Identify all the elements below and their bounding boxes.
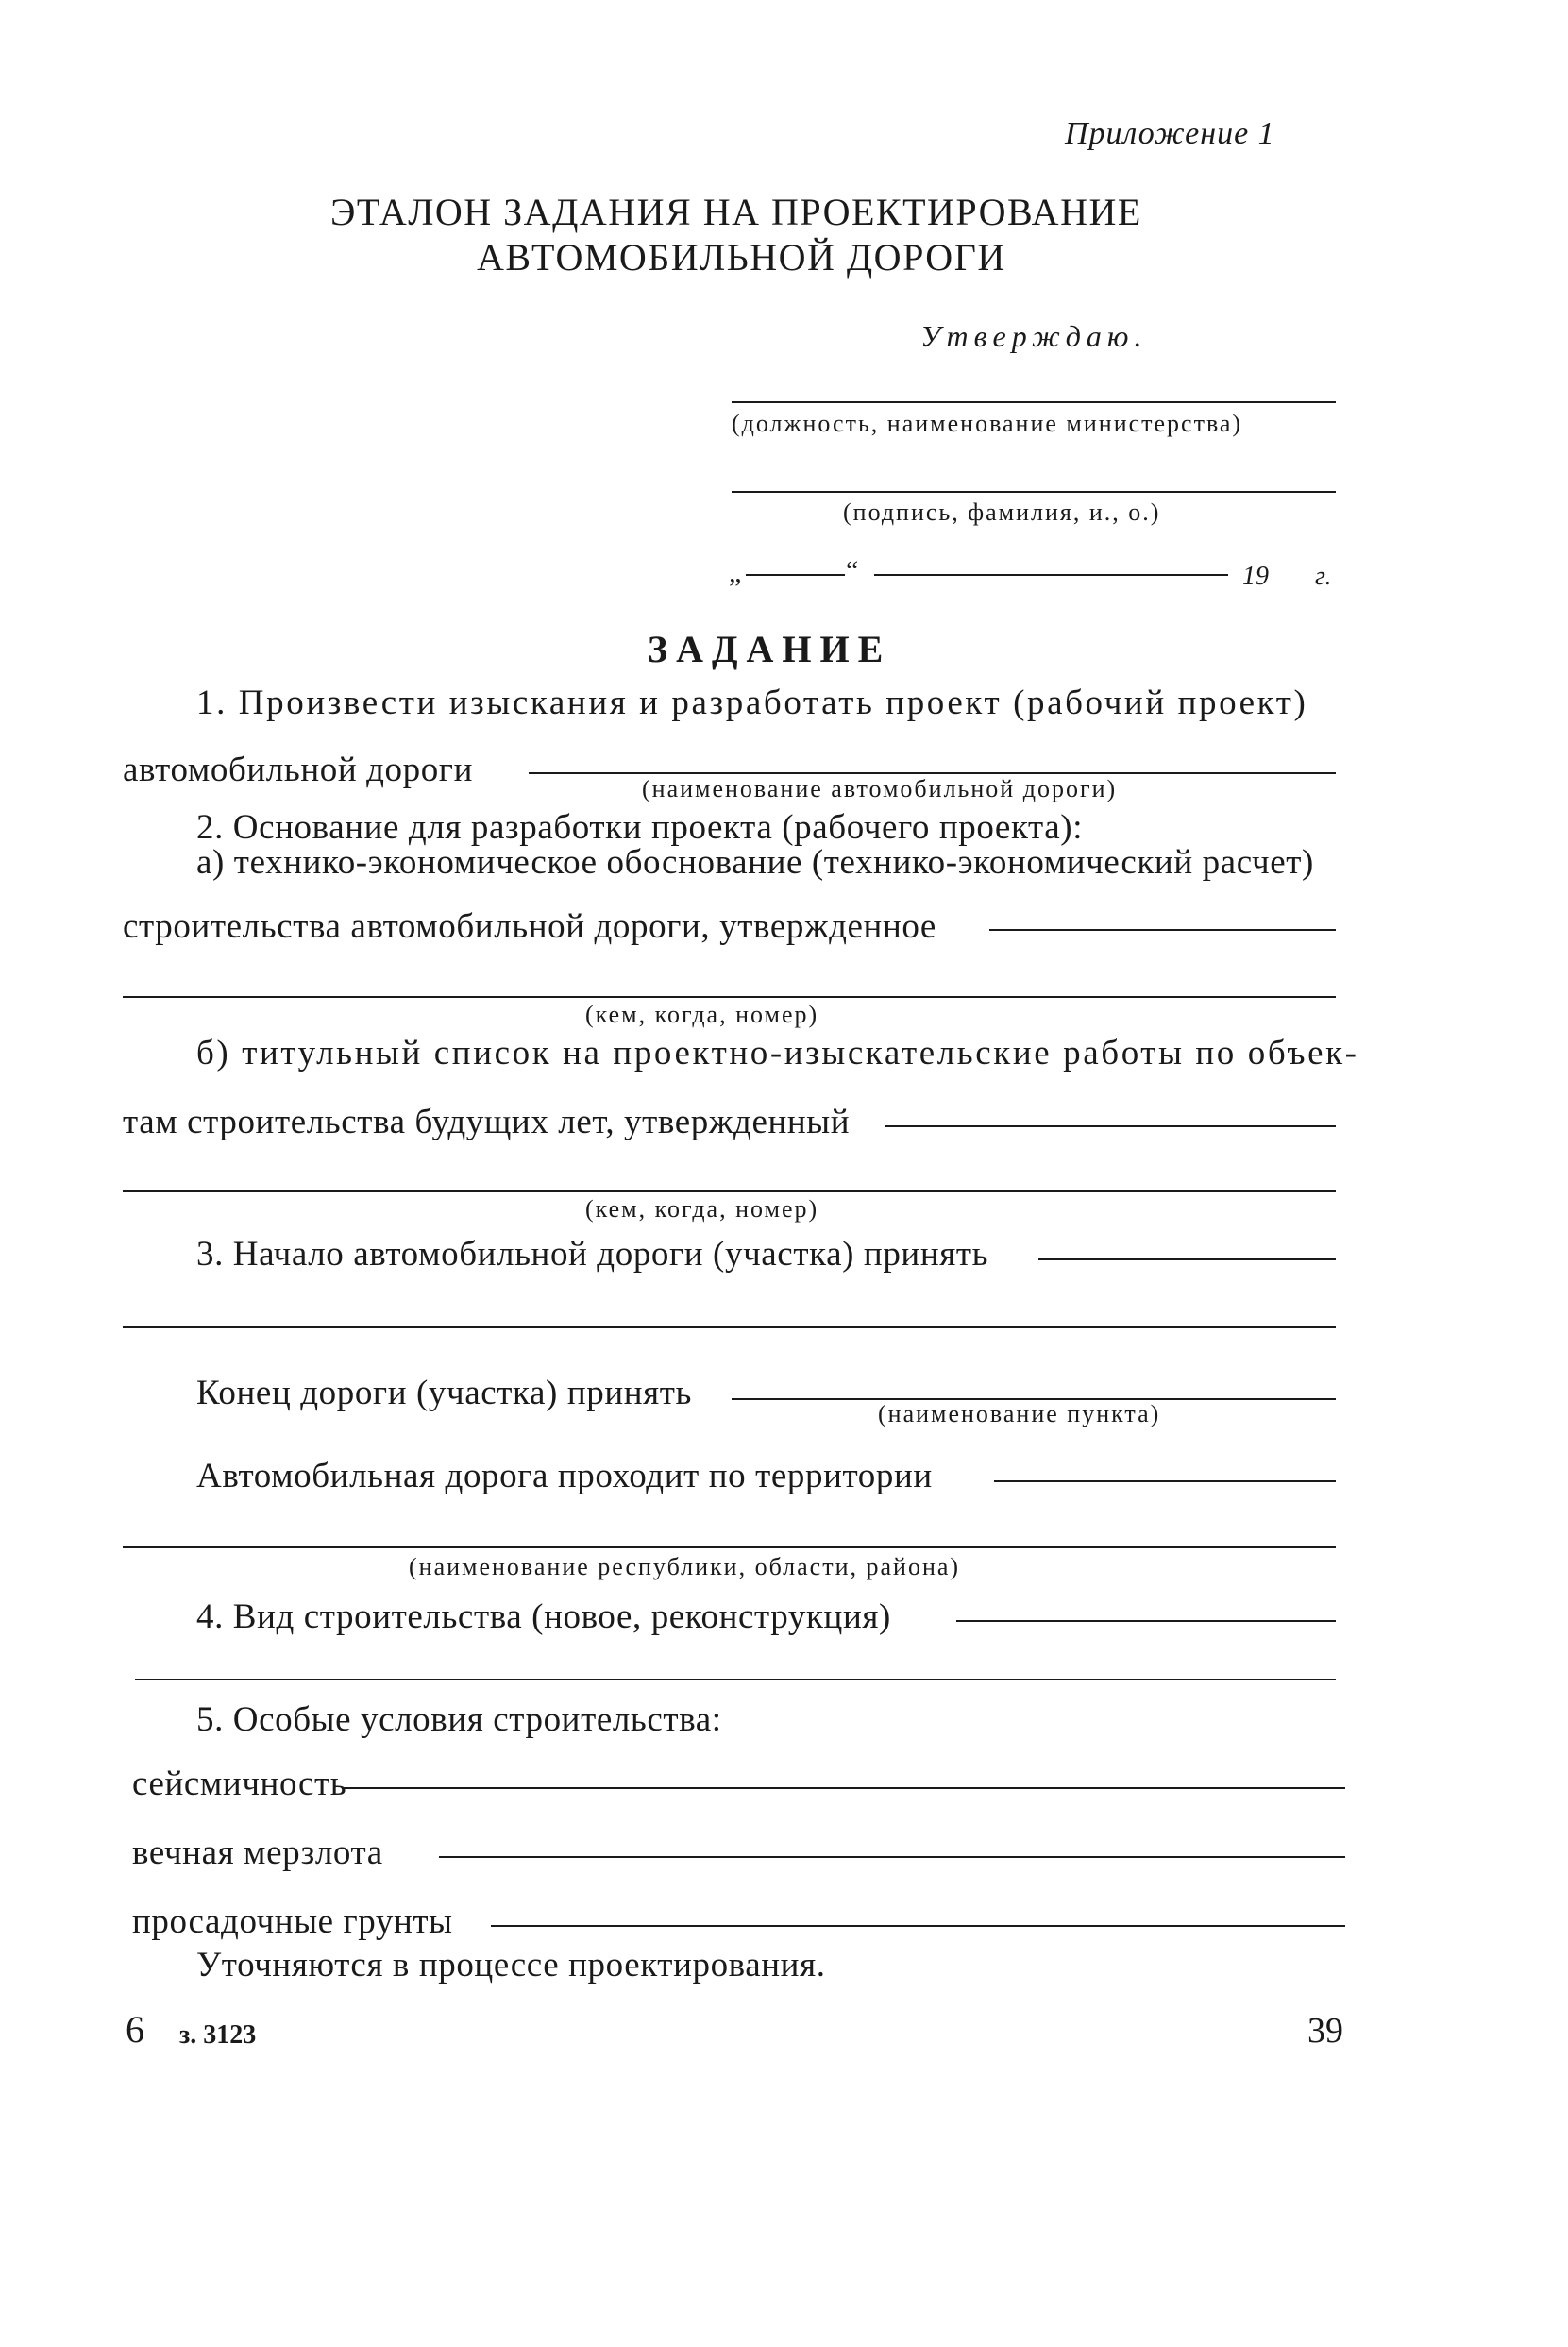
title-line-1: ЭТАЛОН ЗАДАНИЯ НА ПРОЕКТИРОВАНИЕ bbox=[330, 191, 1142, 233]
item-2a-continuation: строительства автомобильной дороги, утвержденное bbox=[123, 907, 936, 946]
item-2b-text: б) титульный список на проектно-изыскательские работы по объек- bbox=[196, 1034, 1359, 1072]
date-month-line bbox=[874, 574, 1228, 576]
item-2b-full-line bbox=[123, 1190, 1336, 1192]
position-caption: (должность, наименование министерства) bbox=[732, 410, 1243, 437]
approve-label: Утверждаю. bbox=[920, 319, 1148, 353]
item-4-full-line bbox=[135, 1679, 1336, 1680]
item-5-seismic: сейсмичность bbox=[132, 1764, 347, 1803]
item-3-territory-text: Автомобильная дорога проходит по территории bbox=[196, 1457, 933, 1495]
item-1-continuation: автомобильной дороги bbox=[123, 751, 473, 789]
item-2a-text: а) технико-экономическое обоснование (технико-экономический расчет) bbox=[196, 843, 1314, 882]
item-5-seismic-line bbox=[343, 1787, 1345, 1789]
signature-caption: (подпись, фамилия, и., о.) bbox=[843, 498, 1161, 526]
item-3-end-caption: (наименование пункта) bbox=[878, 1400, 1161, 1427]
item-5-soils: просадочные грунты bbox=[132, 1902, 453, 1941]
date-day-line bbox=[746, 574, 845, 576]
date-year: 19 bbox=[1242, 562, 1269, 591]
date-open-quote: „ bbox=[729, 557, 742, 588]
date-close-quote: “ bbox=[846, 555, 859, 586]
item-3-text: 3. Начало автомобильной дороги (участка) принять bbox=[196, 1235, 989, 1274]
item-3-territory-full-line bbox=[123, 1546, 1336, 1548]
item-3-full-line bbox=[123, 1326, 1336, 1328]
item-2b-approved-line bbox=[885, 1125, 1336, 1127]
signature-line bbox=[732, 491, 1336, 493]
item-1-road-name-line bbox=[529, 772, 1336, 774]
item-2a-approved-line bbox=[989, 929, 1336, 931]
document-heading: ЗАДАНИЕ bbox=[648, 628, 892, 670]
item-1-caption: (наименование автомобильной дороги) bbox=[642, 775, 1118, 802]
item-3-end-text: Конец дороги (участка) принять bbox=[196, 1374, 692, 1412]
item-3-territory-caption: (наименование республики, области, района) bbox=[409, 1553, 961, 1580]
item-5-permafrost-line bbox=[439, 1856, 1345, 1858]
item-2a-caption: (кем, когда, номер) bbox=[585, 1001, 819, 1028]
item-4-text: 4. Вид строительства (новое, реконструкция) bbox=[196, 1597, 891, 1636]
date-suffix: г. bbox=[1315, 562, 1332, 591]
footer-sheet-number: 6 bbox=[126, 2008, 144, 2051]
item-2a-full-line bbox=[123, 996, 1336, 998]
item-3-start-line bbox=[1038, 1258, 1336, 1260]
item-4-line bbox=[956, 1620, 1336, 1622]
item-2b-continuation: там строительства будущих лет, утвержденный bbox=[123, 1103, 851, 1141]
item-2-text: 2. Основание для разработки проекта (рабочего проекта): bbox=[196, 808, 1084, 847]
title-line-2: АВТОМОБИЛЬНОЙ ДОРОГИ bbox=[477, 236, 1006, 279]
appendix-label: Приложение 1 bbox=[1065, 116, 1275, 151]
item-5-note: Уточняются в процессе проектирования. bbox=[196, 1946, 826, 1984]
footer-order-number: з. 3123 bbox=[179, 2020, 257, 2050]
item-3-territory-line bbox=[994, 1480, 1336, 1482]
position-line bbox=[732, 401, 1336, 403]
item-5-permafrost: вечная мерзлота bbox=[132, 1833, 383, 1872]
item-1-text: 1. Произвести изыскания и разработать проект (рабочий проект) bbox=[196, 684, 1308, 722]
footer-page-number: 39 bbox=[1307, 2011, 1343, 2051]
item-2b-caption: (кем, когда, номер) bbox=[585, 1195, 819, 1223]
item-5-soils-line bbox=[491, 1925, 1345, 1927]
item-5-text: 5. Особые условия строительства: bbox=[196, 1700, 722, 1739]
